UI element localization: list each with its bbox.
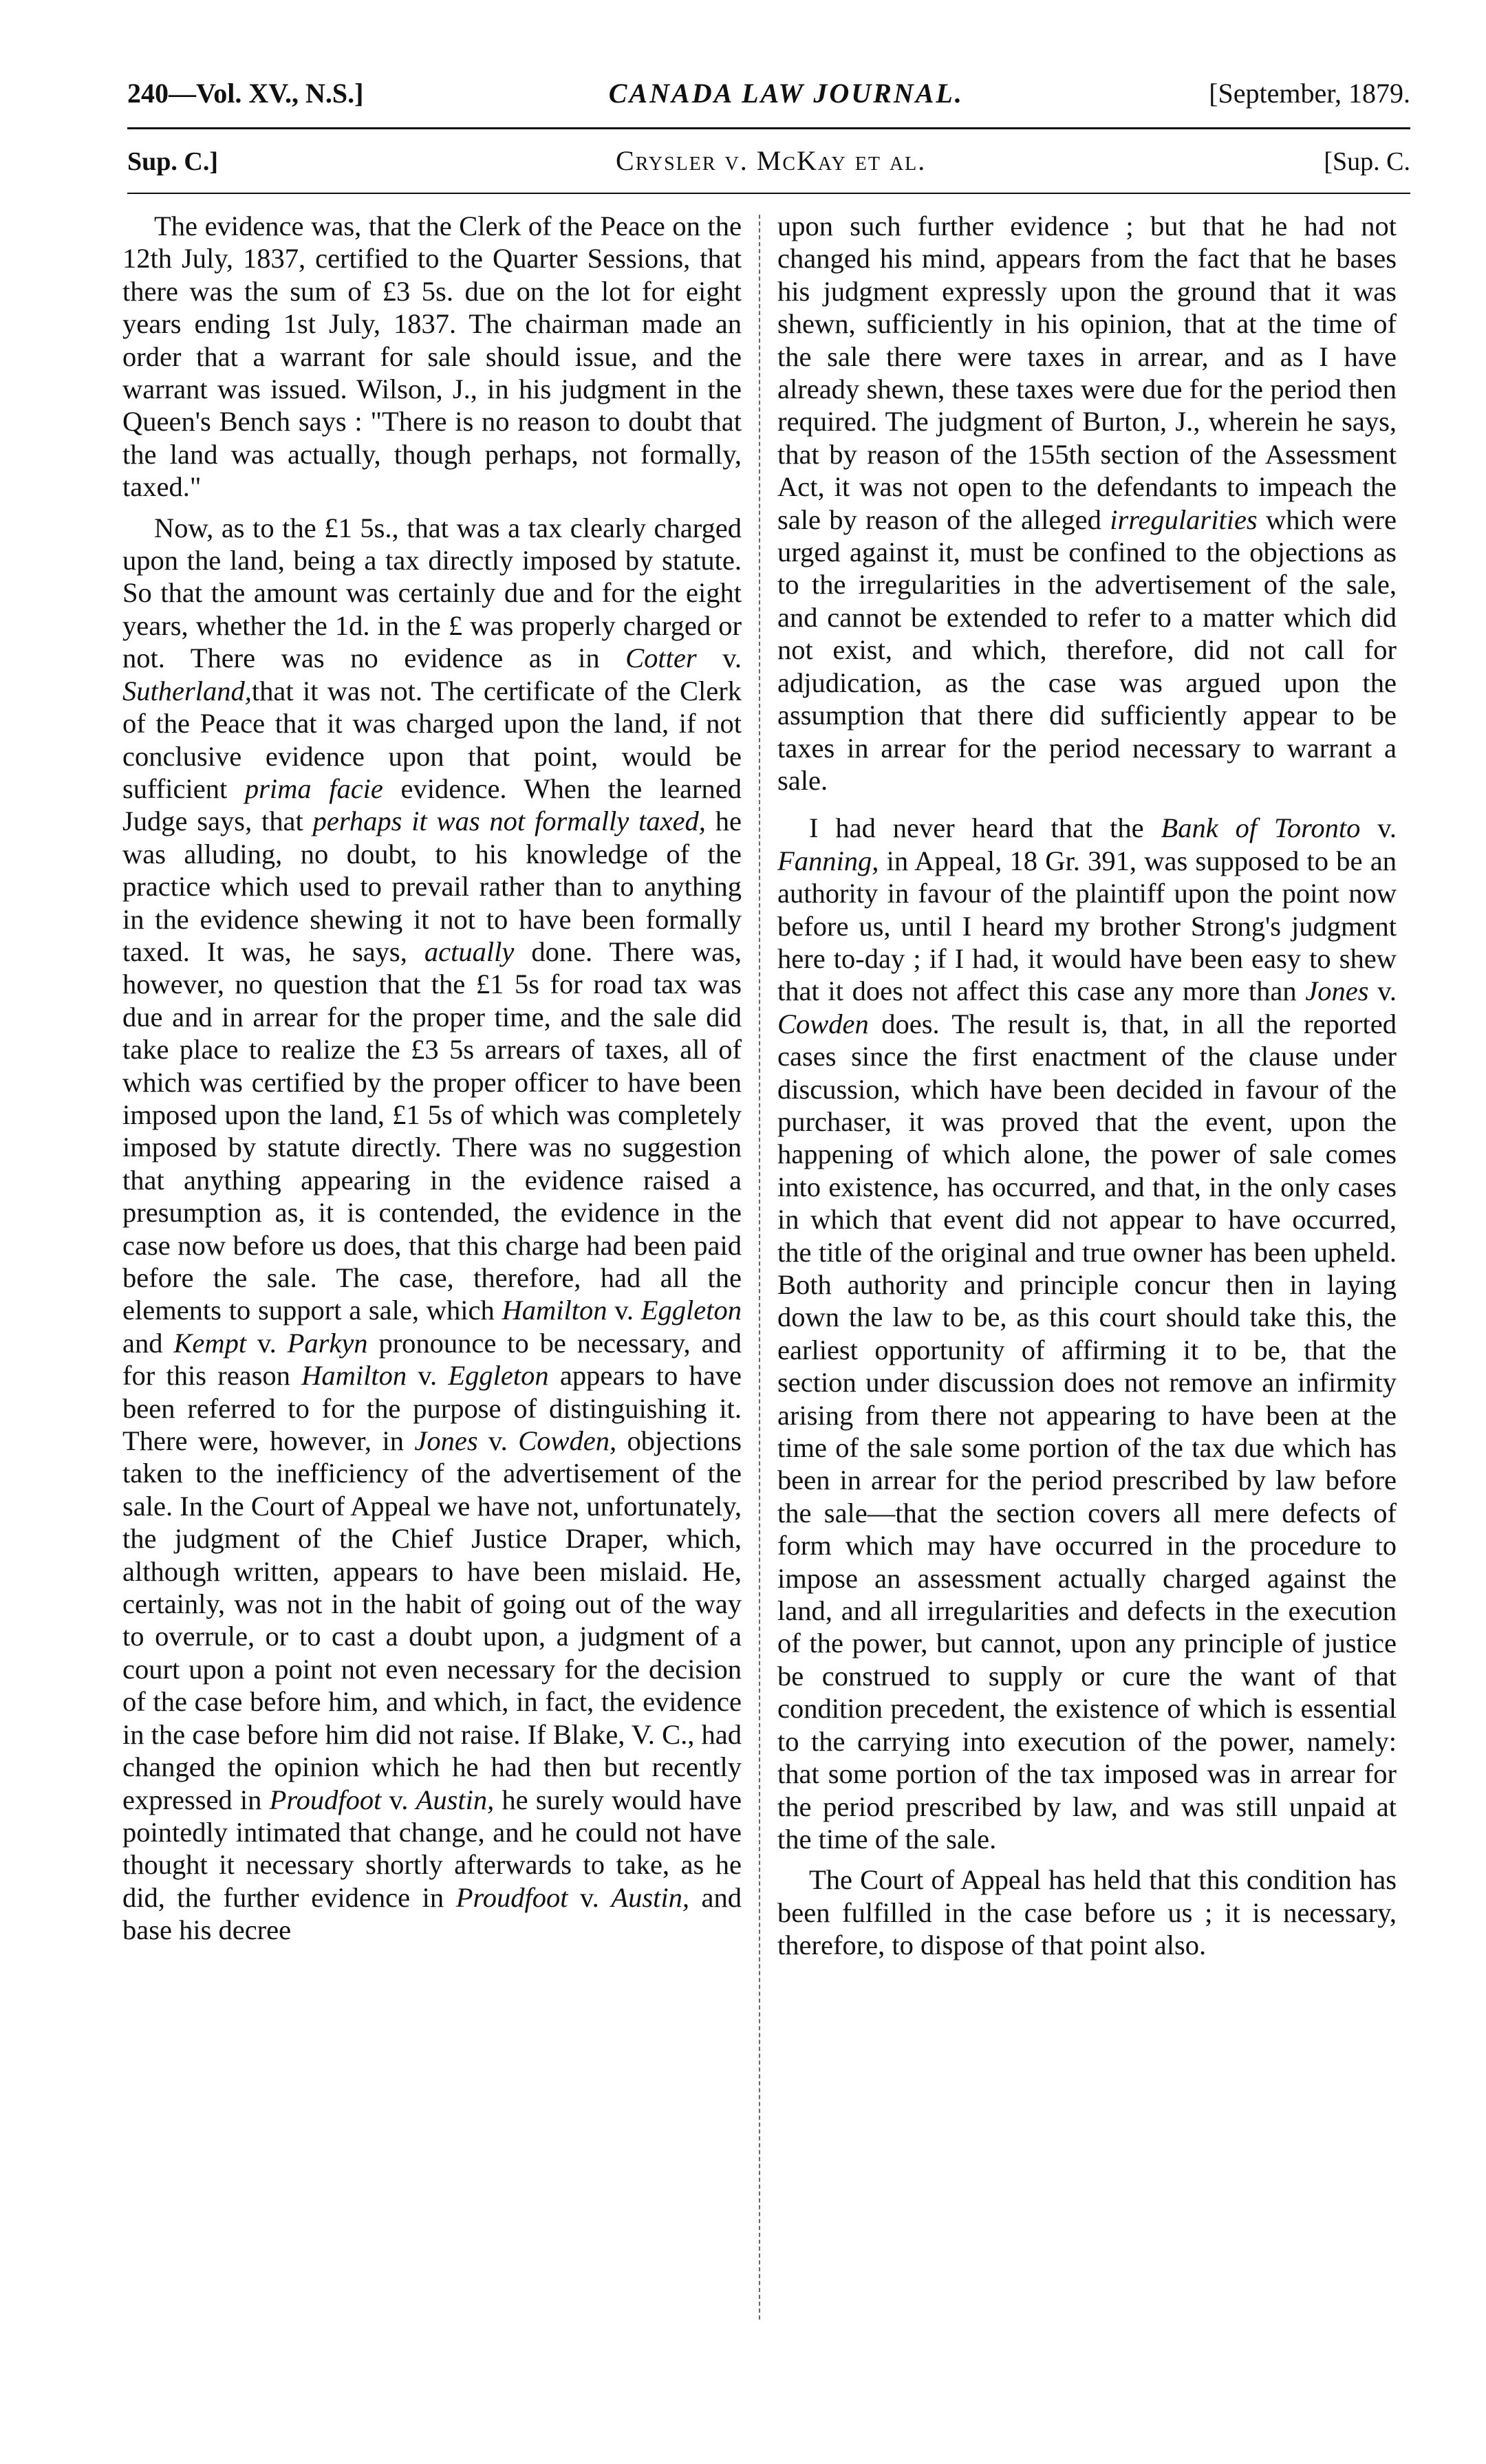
case-name: Eggleton	[448, 1360, 549, 1392]
case-name: Cotter	[625, 642, 697, 674]
case-name: Hamilton	[502, 1295, 607, 1326]
case-name: Austin,	[416, 1784, 495, 1815]
case-name: Cowden,	[518, 1425, 617, 1457]
right-column	[777, 210, 1397, 2439]
case-name: Jones	[1305, 975, 1369, 1007]
case-header	[127, 144, 1410, 186]
running-head	[127, 77, 1410, 118]
header-rule	[127, 127, 1410, 129]
page-volume-label: 240—Vol. XV., N.S.]	[127, 78, 364, 109]
issue-date: [September, 1879.	[1209, 78, 1410, 109]
case-name: Cowden	[777, 1008, 869, 1039]
left-paragraph-1: The evidence was, that the Clerk of the Peace on the 12th July, 1837, certified to the Quarter Sessions, that there was the sum of £3 5s. due on the lot for eight years ending 1st July, 1837. The chairman made an order that a warrant for sale should issue, and the warrant was issued. Wilson, J., in his judgment in the Queen's Bench says : "There is no reason to doubt that the land was actually, though perhaps, not formally, taxed."	[122, 210, 742, 503]
case-name: Bank of Toronto	[1161, 812, 1361, 844]
case-name: Proudfoot	[455, 1881, 568, 1913]
emphasis: actually	[424, 936, 515, 967]
case-name: Austin,	[611, 1881, 689, 1913]
court-label-right: [Sup. C.	[1324, 147, 1410, 176]
right-paragraph-2: I had never heard that the Bank of Toronto v. Fanning, in Appeal, 18 Gr. 391, was supposed to be an authority in favour of the plaintiff upon the point now before us, until I heard my brother Strong's judgment here to-day ; if I had, it would have been easy to shew that it does not affect this case any more than Jones v. Cowden does. The result is, that, in all the reported cases since the first enactment of the clause under discussion, which have been decided in favour of the purchaser, it was proved that the event, upon the happening of which alone, the power of sale comes into existence, has occurred, and that, in the only cases in which that event did not appear to have occurred, the title of the original and true owner has been upheld. Both authority and principle concur then in laying down the law to be, as this court should take this, the earliest opportunity of affirming it to be, that the section under discussion does not remove an infirmity arising from there not appearing to have been at the time of the sale some portion of the tax due which has been in arrear for the period prescribed by law before the sale—that the section covers all mere defects of form which may have occurred in the procedure to impose an assessment actually charged against the land, and all irregularities and defects in the execution of the power, but cannot, upon any principle of justice be construed to supply or cure the want of that condition precedent, the existence of which is essential to the carrying into execution of the power, namely: that some portion of the tax imposed was in arrear for the period prescribed by law, and was still unpaid at the time of the sale.	[777, 812, 1397, 1855]
case-title: Crysler v. McKay et al.	[616, 145, 927, 176]
case-name: Hamilton	[301, 1360, 407, 1392]
column-divider	[759, 215, 760, 2320]
journal-title: CANADA LAW JOURNAL.	[608, 78, 964, 109]
case-name: Parkyn	[287, 1327, 368, 1359]
latin-term: prima facie	[244, 772, 383, 804]
right-paragraph-3: The Court of Appeal has held that this condition has been fulfilled in the case before us ; it is necessary, therefore, to dispose of that point also.	[777, 1864, 1397, 1961]
left-paragraph-2: Now, as to the £1 5s., that was a tax clearly charged upon the land, being a tax directly imposed by statute. So that the amount was certainly due and for the eight years, whether the 1d. in the £ was properly charged or not. There was no evidence as in Cotter v. Sutherland,that it was not. The certificate of the Clerk of the Peace that it was charged upon the land, if not conclusive evidence upon that point, would be sufficient prima facie evidence. When the learned Judge says, that perhaps it was not formally taxed, he was alluding, no doubt, to his knowledge of the practice which used to prevail rather than to anything in the evidence shewing it not to have been formally taxed. It was, he says, actually done. There was, however, no question that the £1 5s for road tax was due and in arrear for the proper time, and the sale did take place to realize the £3 5s arrears of taxes, all of which was certified by the proper officer to have been imposed upon the land, £1 5s of which was completely imposed by statute directly. There was no suggestion that anything appearing in the evidence raised a presumption as, it is contended, the evidence in the case now before us does, that this charge had been paid before the sale. The case, therefore, had all the elements to support a sale, which Hamilton v. Eggleton and Kempt v. Parkyn pronounce to be necessary, and for this reason Hamilton v. Eggleton appears to have been referred to for the purpose of distinguishing it. There were, however, in Jones v. Cowden, objections taken to the inefficiency of the advertisement of the sale. In the Court of Appeal we have not, unfortunately, the judgment of the Chief Justice Draper, which, although written, appears to have been mislaid. He, certainly, was not in the habit of going out of the way to overrule, or to cast a doubt upon, a judgment of a court upon a point not even necessary for the decision of the case before him, and which, in fact, the evidence in the case before him did not raise. If Blake, V. C., had changed the opinion which he had then but recently expressed in Proudfoot v. Austin, he surely would have pointedly intimated that change, and he could not have thought it necessary shortly afterwards to take, as he did, the further evidence in Proudfoot v. Austin, and base his decree	[122, 512, 742, 1946]
left-column	[122, 210, 742, 2439]
case-name: Sutherland,	[122, 675, 252, 706]
case-name: Kempt	[173, 1327, 247, 1359]
court-label-left: Sup. C.]	[127, 147, 218, 176]
emphasis: irregularities	[1110, 504, 1258, 535]
case-header-rule	[127, 193, 1410, 194]
right-paragraph-1: upon such further evidence ; but that he had not changed his mind, appears from the fact that he bases his judgment expressly upon the ground that it was shewn, sufficiently in his opinion, that at the time of the sale there were taxes in arrear, and as I have already shewn, these taxes were due for the period then required. The judgment of Burton, J., wherein he says, that by reason of the 155th section of the Assessment Act, it was not open to the defendants to impeach the sale by reason of the alleged irregularities which were urged against it, must be confined to the objections as to the irregularities in the advertisement of the sale, and cannot be extended to refer to a matter which did not exist, and which, therefore, did not call for adjudication, as the case was argued upon the assumption that there did sufficiently appear to be taxes in arrear for the period necessary to warrant a sale.	[777, 210, 1397, 796]
case-name: Eggleton	[640, 1295, 742, 1326]
case-name: Proudfoot	[269, 1784, 382, 1815]
case-name: Jones	[414, 1425, 478, 1457]
case-name: Fanning,	[777, 845, 879, 876]
quoted-phrase: perhaps it was not formally taxed,	[312, 806, 706, 837]
